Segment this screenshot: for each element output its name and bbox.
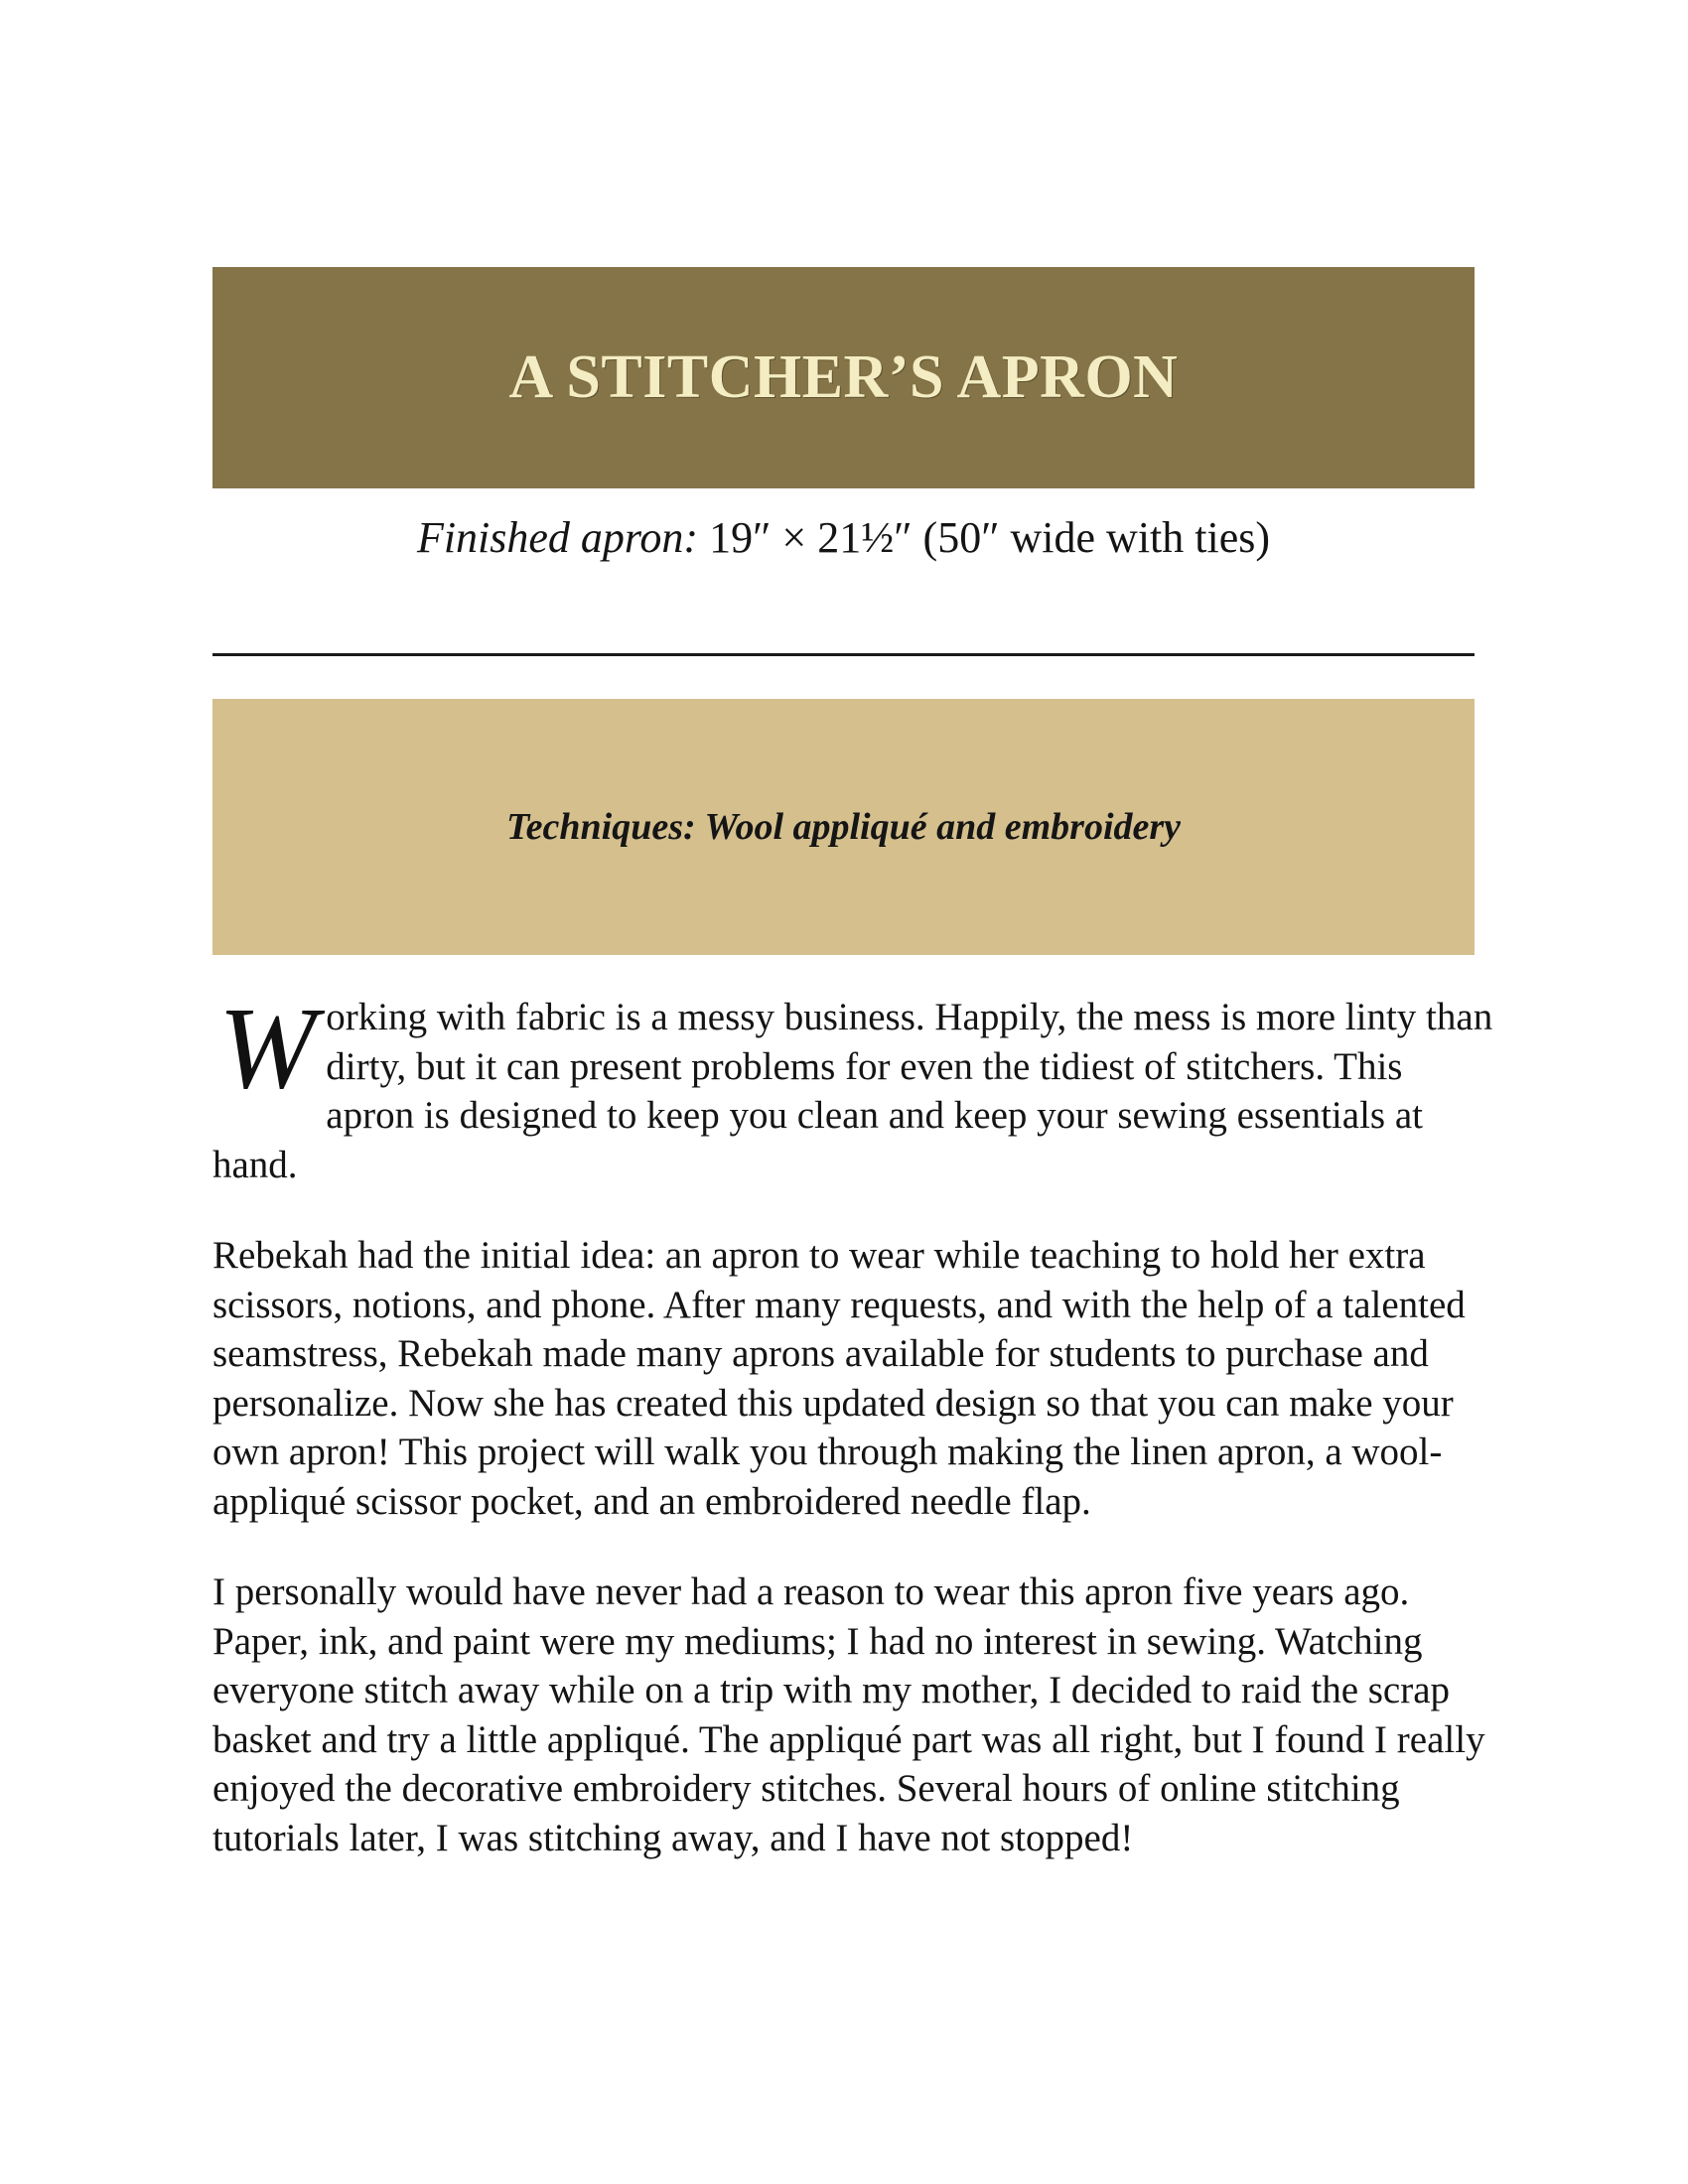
paragraph-1 [212, 983, 1493, 1189]
paragraph-3: I personally would have never had a reason to wear this apron five years ago. Paper, ink, and paint were my mediums; I had no interest in sewing. Watching everyone stitch away while on a trip with my mother, I decided to raid the scrap basket and try a little appliqué. The appliqué part was all right, but I found I really enjoyed the decorative embroidery stitches. Several hours of online stitching tutorials later, I was stitching away, and I have not stopped! [212, 1570, 1485, 1859]
paragraph-1-text: orking with fabric is a messy business. Happily, the mess is more linty than dirty, but it can present problems for even the tidiest of stitchers. This apron is designed to keep you clean and keep your sewing essentials at hand. [212, 996, 1493, 1186]
horizontal-divider [212, 653, 1475, 656]
finished-label: Finished apron: [416, 513, 699, 562]
paragraph-2: Rebekah had the initial idea: an apron to wear while teaching to hold her extra scissors, notions, and phone. After many requests, and with the help of a talented seamstress, Rebekah made many aprons available for students to purchase and personalize. Now she has created this updated design so that you can make your own apron! This project will walk you through making the linen apron, a wool-appliqué scissor pocket, and an embroidered needle flap. [212, 1234, 1466, 1523]
drop-cap: W [218, 983, 317, 1113]
finished-value: 19″ × 21½″ (50″ wide with ties) [698, 513, 1271, 562]
techniques-text: Techniques: Wool appliqué and embroidery [505, 806, 1182, 848]
techniques-box [212, 699, 1475, 955]
finished-dimensions [212, 508, 1475, 568]
article-body [212, 983, 1493, 1904]
page-title: A STITCHER’S APRON [508, 343, 1179, 411]
title-banner [212, 267, 1475, 488]
